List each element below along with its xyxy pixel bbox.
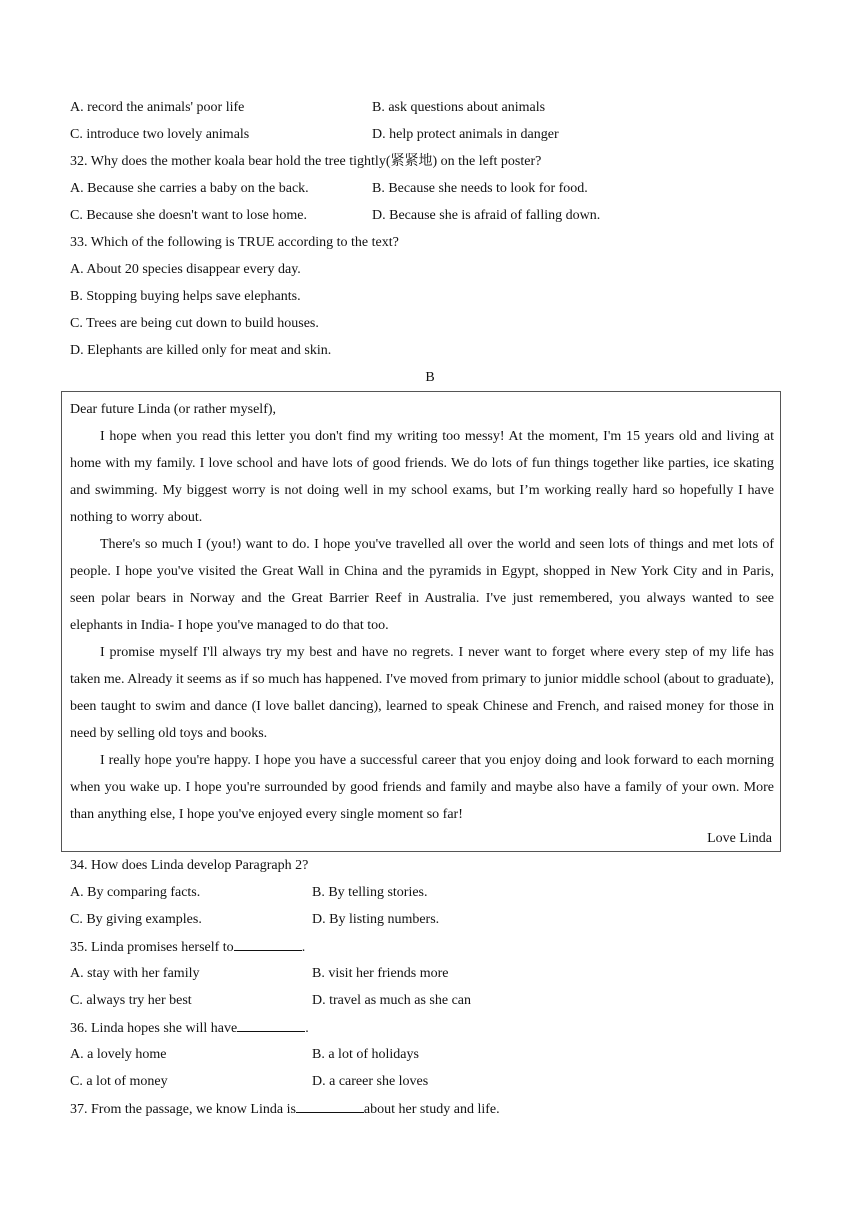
q33-stem: 33. Which of the following is TRUE according to the text?: [70, 235, 399, 250]
q35-stem: 35. Linda promises herself to: [70, 940, 234, 955]
q36-option-c: C. a lot of money: [70, 1074, 168, 1089]
q34-option-b: B. By telling stories.: [312, 885, 428, 900]
q33-option-d: D. Elephants are killed only for meat and skin.: [70, 343, 332, 358]
q31-option-c: C. introduce two lovely animals: [70, 127, 250, 142]
q36-stem: 36. Linda hopes she will have: [70, 1021, 238, 1036]
letter-signoff: Love Linda: [707, 831, 772, 846]
q36-stem-end: .: [305, 1021, 309, 1036]
q33-option-a: A. About 20 species disappear every day.: [70, 262, 301, 277]
q35-stem-line: [70, 938, 305, 957]
q32-option-b: B. Because she needs to look for food.: [372, 181, 588, 196]
q32-option-d: D. Because she is afraid of falling down.: [372, 208, 601, 223]
q37-stem-end: about her study and life.: [363, 1102, 500, 1117]
q36-answer-blank: [237, 1019, 305, 1032]
q33-option-b: B. Stopping buying helps save elephants.: [70, 289, 301, 304]
q35-option-b: B. visit her friends more: [312, 966, 449, 981]
q32-stem: 32. Why does the mother koala bear hold the tree tightly(紧紧地) on the left poster?: [70, 154, 542, 169]
section-b-label: B: [425, 370, 435, 385]
q35-option-d: D. travel as much as she can: [312, 993, 471, 1008]
q37-answer-blank: [296, 1100, 364, 1113]
q36-option-d: D. a career she loves: [312, 1074, 429, 1089]
letter-box: [61, 391, 781, 852]
q34-option-a: A. By comparing facts.: [70, 885, 201, 900]
q37-stem: 37. From the passage, we know Linda is: [70, 1102, 296, 1117]
letter-paragraph-1: I hope when you read this letter you don't find my writing too messy! At the moment, I'm 15 years old and living at home with my family. I love school and have lots of good friends. We do lots of fun things together like parties, ice skating and swimming. My biggest worry is not doing well in my school exams, but I’m working really hard so hopefully I have nothing to worry about.: [70, 429, 774, 525]
q31-option-d: D. help protect animals in danger: [372, 127, 559, 142]
q32-option-a: A. Because she carries a baby on the back.: [70, 181, 309, 196]
q34-option-d: D. By listing numbers.: [312, 912, 440, 927]
q35-answer-blank: [234, 938, 302, 951]
q37-stem-line: [70, 1100, 500, 1119]
q34-stem: 34. How does Linda develop Paragraph 2?: [70, 858, 309, 873]
q33-option-c: C. Trees are being cut down to build houses.: [70, 316, 319, 331]
q32-option-c: C. Because she doesn't want to lose home.: [70, 208, 307, 223]
q35-stem-end: .: [301, 940, 306, 955]
q34-option-c: C. By giving examples.: [70, 912, 202, 927]
q35-option-a: A. stay with her family: [70, 966, 200, 981]
letter-paragraph-2: There's so much I (you!) want to do. I hope you've travelled all over the world and seen lots of things and met lots of people. I hope you've visited the Great Wall in China and the pyramids in Egypt, shopped in New York City and in Paris, seen polar bears in Norway and the Great Barrier Reef in Australia. I've just remembered, you always wanted to see elephants in India- I hope you've managed to do that too.: [70, 537, 774, 633]
letter-paragraph-3: I promise myself I'll always try my best and have no regrets. I never want to forget where every step of my life has taken me. Already it seems as if so much has happened. I've moved from primary to junior middle school (about to graduate), been taught to swim and dance (I love ballet dancing), learned to speak Chinese and French, and raised money for those in need by selling old toys and books.: [70, 645, 774, 741]
q36-option-a: A. a lovely home: [70, 1047, 167, 1062]
q35-option-c: C. always try her best: [70, 993, 192, 1008]
q31-option-a: A. record the animals' poor life: [70, 100, 245, 115]
q36-stem-line: [70, 1019, 309, 1038]
letter-paragraph-4: I really hope you're happy. I hope you have a successful career that you enjoy doing and look forward to each morning when you wake up. I hope you're surrounded by good friends and family and maybe also have a family of your own. More than anything else, I hope you've enjoyed every single moment so far!: [70, 753, 774, 822]
letter-greeting: Dear future Linda (or rather myself),: [70, 402, 277, 417]
q36-option-b: B. a lot of holidays: [312, 1047, 419, 1062]
q31-option-b: B. ask questions about animals: [372, 100, 546, 115]
